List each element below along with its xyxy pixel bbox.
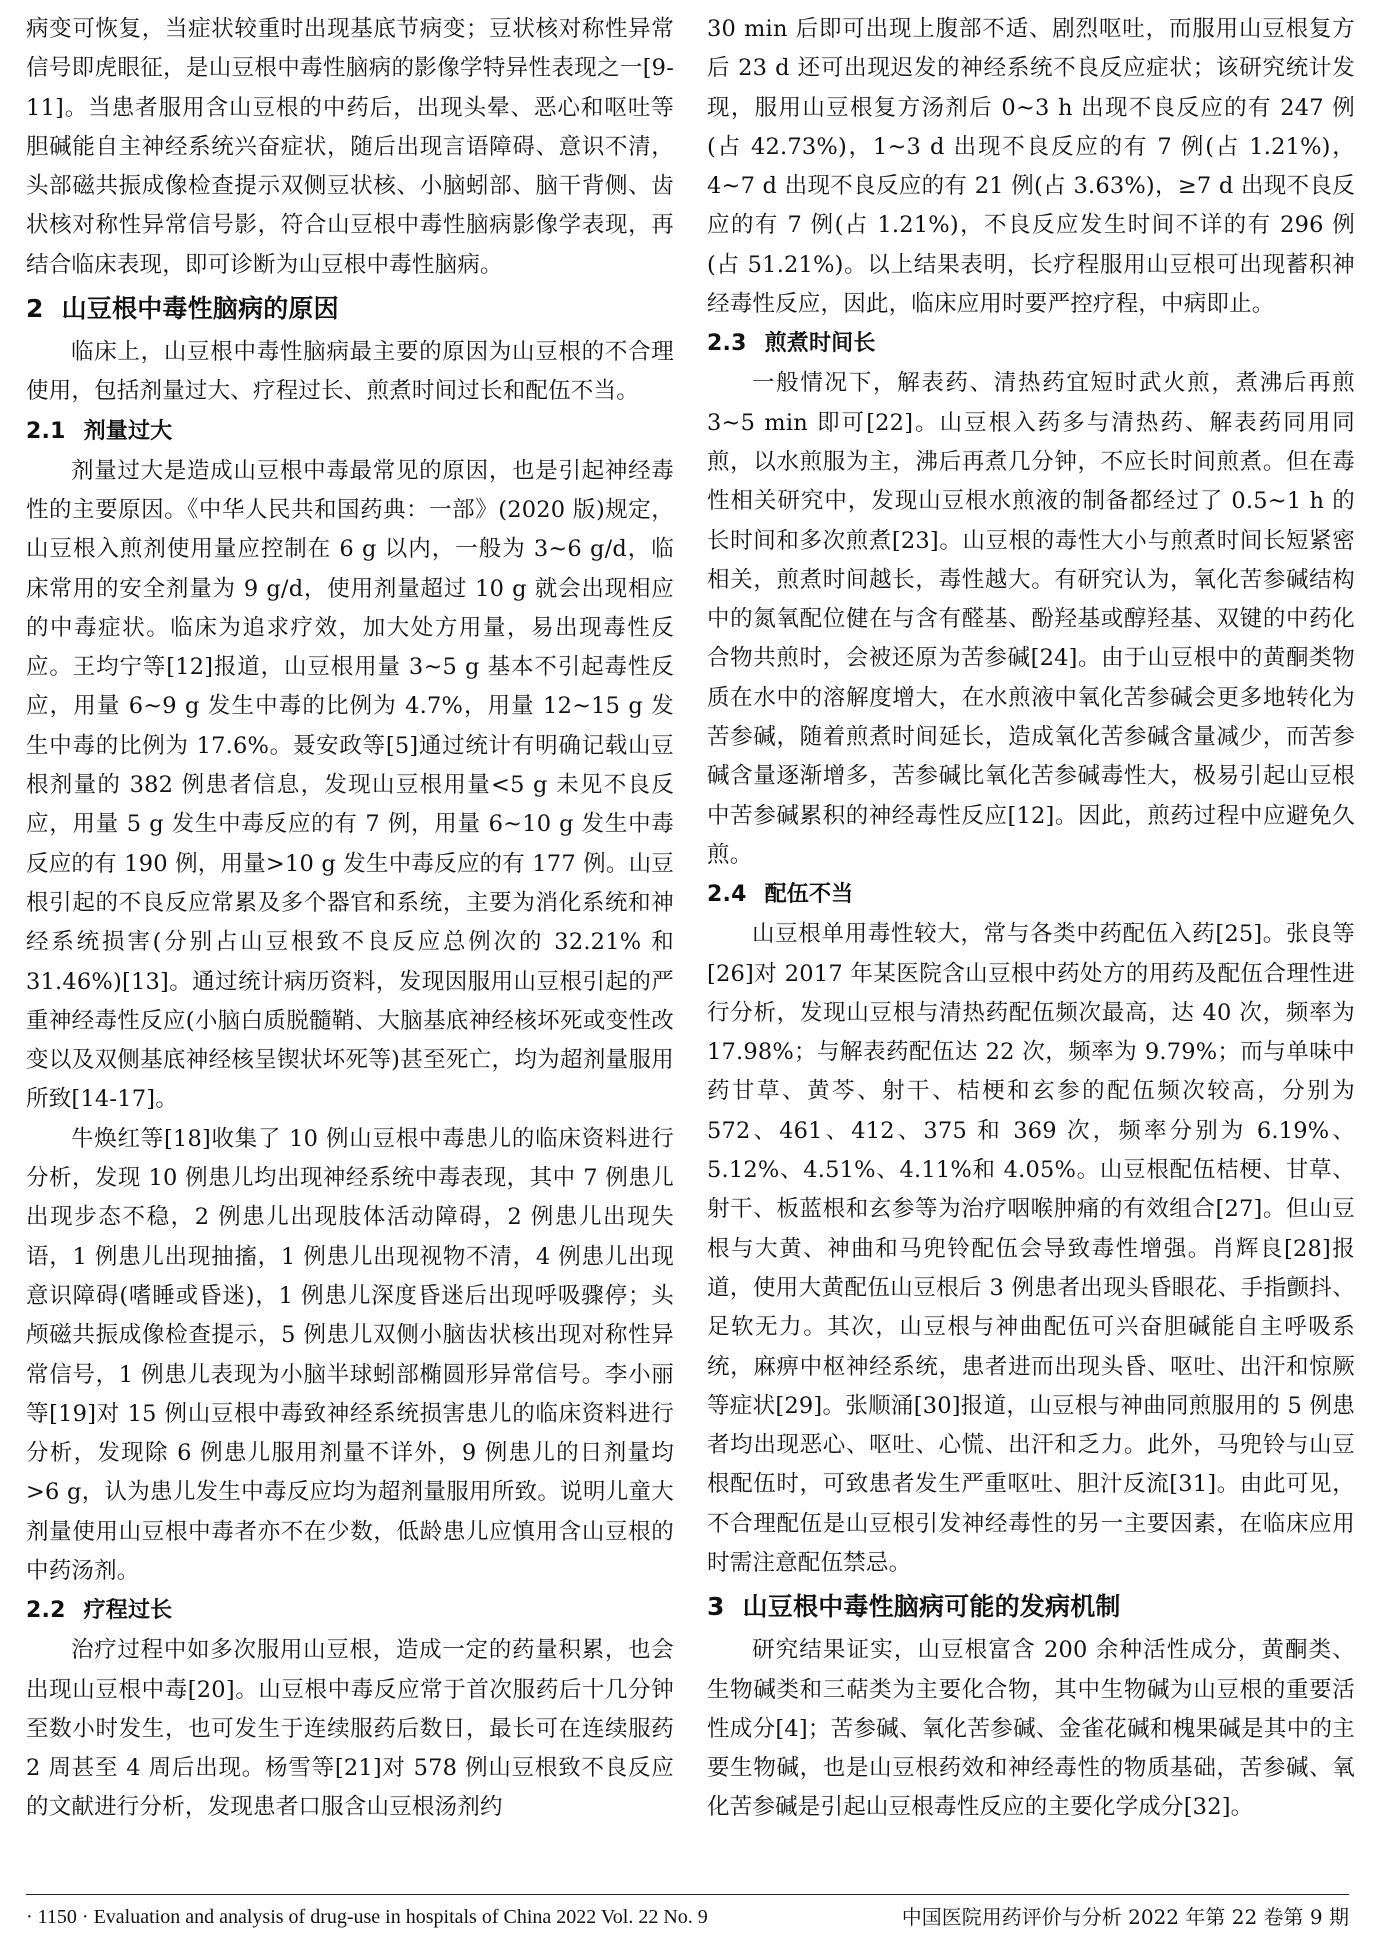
paragraph-intro: 病变可恢复，当症状较重时出现基底节病变；豆状核对称性异常信号即虎眼征，是山豆根中毒性脑病的影像学特异性表现之一[9-11]。当患者服用含山豆根的中药后，出现头晕、恶心和呕吐等胆碱能自主神经系统兴奋症状，随后出现言语障碍、意识不清，头部磁共振成像检查提示双侧豆状核、小脑蚓部、脑干背侧、齿状核对称性异常信号影，符合山豆根中毒性脑病影像学表现，再结合临床表现，即可诊断为山豆根中毒性脑病。	[26, 16, 674, 278]
section-number: 2	[26, 294, 44, 324]
section-2-heading	[26, 285, 674, 333]
section-title: 山豆根中毒性脑病可能的发病机制	[742, 1592, 1121, 1622]
section-number: 2.2	[26, 1598, 66, 1624]
section-number: 2.1	[26, 418, 66, 444]
paragraph-section-3: 研究结果证实，山豆根富含 200 余种活性成分，黄酮类、生物碱类和三萜类为主要化合物，其中生物碱为山豆根的重要活性成分[4]；苦参碱、氧化苦参碱、金雀花碱和槐果碱是其中的主要生物碱，也是山豆根药效和神经毒性的物质基础，苦参碱、氧化苦参碱是引起山豆根毒性反应的主要化学成分[32]。	[707, 1637, 1355, 1821]
section-3-heading	[707, 1583, 1355, 1631]
section-2-2-heading	[26, 1591, 674, 1631]
section-title: 配伍不当	[764, 882, 854, 908]
section-number: 2.4	[707, 882, 747, 908]
paragraph-section-2-4: 山豆根单用毒性较大，常与各类中药配伍入药[25]。张良等[26]对 2017 年某医院含山豆根中药处方的用药及配伍合理性进行分析，发现山豆根与清热药配伍频次最高，达 40 次，频率为 17.98%；与解表药配伍达 22 次，频率为 9.79%；而与单味中药甘草、黄芩、射干、桔梗和玄参的配伍频次较高，分别为 572、461、412、375 和 369 次，频率分别为 6.19%、5.12%、4.51%、4.11%和 4.05%。山豆根配伍桔梗、甘草、射干、板蓝根和玄参等为治疗咽喉肿痛的有效组合[27]。但山豆根与大黄、神曲和马兜铃配伍会导致毒性增强。肖辉良[28]报道，使用大黄配伍山豆根后 3 例患者出现头昏眼花、手指颤抖、足软无力。其次，山豆根与神曲配伍可兴奋胆碱能自主呼吸系统，麻痹中枢神经系统，患者进而出现头昏、呕吐、出汗和惊厥等症状[29]。张顺涌[30]报道，山豆根与神曲同煎服用的 5 例患者均出现恶心、呕吐、心慌、出汗和乏力。此外，马兜铃与山豆根配伍时，可致患者发生严重呕吐、胆汁反流[31]。由此可见，不合理配伍是山豆根引发神经毒性的另一主要因素，在临床应用时需注意配伍禁忌。	[707, 921, 1355, 1576]
section-title: 山豆根中毒性脑病的原因	[61, 294, 339, 324]
section-title: 剂量过大	[83, 418, 173, 444]
paragraph-section-2-3: 一般情况下，解表药、清热药宜短时武火煎，煮沸后再煎 3~5 min 即可[22]。山豆根入药多与清热药、解表药同用同煎，以水煎服为主，沸后再煮几分钟，不应长时间煎煮。但在毒性相关研究中，发现山豆根水煎液的制备都经过了 0.5~1 h 的长时间和多次煎煮[23]。山豆根的毒性大小与煎煮时间长短紧密相关，煎煮时间越长，毒性越大。有研究认为，氧化苦参碱结构中的氮氧配位健在与含有醛基、酚羟基或醇羟基、双键的中药化合物共煎时，会被还原为苦参碱[24]。由于山豆根中的黄酮类物质在水中的溶解度增大，在水煎液中氧化苦参碱会更多地转化为苦参碱，随着煎煮时间延长，造成氧化苦参碱含量减少，而苦参碱含量逐渐增多，苦参碱比氧化苦参碱毒性大，极易引起山豆根中苦参碱累积的神经毒性反应[12]。因此，煎药过程中应避免久煎。	[707, 370, 1355, 868]
section-2-3-heading	[707, 324, 1355, 364]
paragraph-section-2-1-a: 剂量过大是造成山豆根中毒最常见的原因，也是引起神经毒性的主要原因。《中华人民共和国药典：一部》(2020 版)规定，山豆根入煎剂使用量应控制在 6 g 以内，一般为 3~6 g/d，临床常用的安全剂量为 9 g/d，使用剂量超过 10 g 就会出现相应的中毒症状。临床为追求疗效，加大处方用量，易出现毒性反应。王均宁等[12]报道，山豆根用量 3~5 g 基本不引起毒性反应，用量 6~9 g 发生中毒的比例为 4.7%，用量 12~15 g 发生中毒的比例为 17.6%。聂安政等[5]通过统计有明确记载山豆根剂量的 382 例患者信息，发现山豆根用量<5 g 未见不良反应，用量 5 g 发生中毒反应的有 7 例，用量 6~10 g 发生中毒反应的有 190 例，用量>10 g 发生中毒反应的有 177 例。山豆根引起的不良反应常累及多个器官和系统，主要为消化系统和神经系统损害(分别占山豆根致不良反应总例次的 32.21% 和 31.46%)[13]。通过统计病历资料，发现因服用山豆根引起的严重神经毒性反应(小脑白质脱髓鞘、大脑基底神经核坏死或变性改变以及双侧基底神经核呈锲状坏死等)甚至死亡，均为超剂量服用所致[14-17]。	[26, 457, 674, 1113]
left-column	[26, 10, 674, 1828]
section-2-4-heading	[707, 875, 1355, 915]
paragraph-section-2: 临床上，山豆根中毒性脑病最主要的原因为山豆根的不合理使用，包括剂量过大、疗程过长、煎煮时间过长和配伍不当。	[26, 339, 674, 405]
section-number: 2.3	[707, 331, 747, 357]
footer-journal-chinese: 中国医院用药评价与分析 2022 年第 22 卷第 9 期	[901, 1905, 1349, 1929]
right-column	[707, 10, 1355, 1828]
footer-journal-english: · 1150 · Evaluation and analysis of drug-use in hospitals of China 2022 Vol. 22 No. 9	[26, 1906, 708, 1928]
page-footer	[26, 1894, 1349, 1931]
section-title: 疗程过长	[83, 1598, 173, 1624]
section-title: 煎煮时间长	[764, 331, 876, 357]
paragraph-section-2-2: 治疗过程中如多次服用山豆根，造成一定的药量积累，也会出现山豆根中毒[20]。山豆根中毒反应常于首次服药后十几分钟至数小时发生，也可发生于连续服药后数日，最长可在连续服药 2 周甚至 4 周后出现。杨雪等[21]对 578 例山豆根致不良反应的文献进行分析，发现患者口服含山豆根汤剂约	[26, 1637, 674, 1821]
paragraph-section-2-1-b: 牛焕红等[18]收集了 10 例山豆根中毒患儿的临床资料进行分析，发现 10 例患儿均出现神经系统中毒表现，其中 7 例患儿出现步态不稳，2 例患儿出现肢体活动障碍，2 例患儿出现失语，1 例患儿出现抽搐，1 例患儿出现视物不清，4 例患儿出现意识障碍(嗜睡或昏迷)，1 例患儿深度昏迷后出现呼吸骤停；头颅磁共振成像检查提示，5 例患儿双侧小脑齿状核出现对称性异常信号，1 例患儿表现为小脑半球蚓部椭圆形异常信号。李小丽等[19]对 15 例山豆根中毒致神经系统损害患儿的临床资料进行分析，发现除 6 例患儿服用剂量不详外，9 例患儿的日剂量均>6 g，认为患儿发生中毒反应均为超剂量服用所致。说明儿童大剂量使用山豆根中毒者亦不在少数，低龄患儿应慎用含山豆根的中药汤剂。	[26, 1125, 674, 1584]
paragraph-continuation: 30 min 后即可出现上腹部不适、剧烈呕吐，而服用山豆根复方后 23 d 还可出现迟发的神经系统不良反应症状；该研究统计发现，服用山豆根复方汤剂后 0~3 h 出现不良反应的有 247 例(占 42.73%)，1~3 d 出现不良反应的有 7 例(占 1.21%)，4~7 d 出现不良反应的有 21 例(占 3.63%)，≥7 d 出现不良反应的有 7 例(占 1.21%)，不良反应发生时间不详的有 296 例(占 51.21%)。以上结果表明，长疗程服用山豆根可出现蓄积神经毒性反应，因此，临床应用时要严控疗程，中病即止。	[707, 16, 1355, 318]
section-number: 3	[707, 1592, 725, 1622]
section-2-1-heading	[26, 412, 674, 452]
